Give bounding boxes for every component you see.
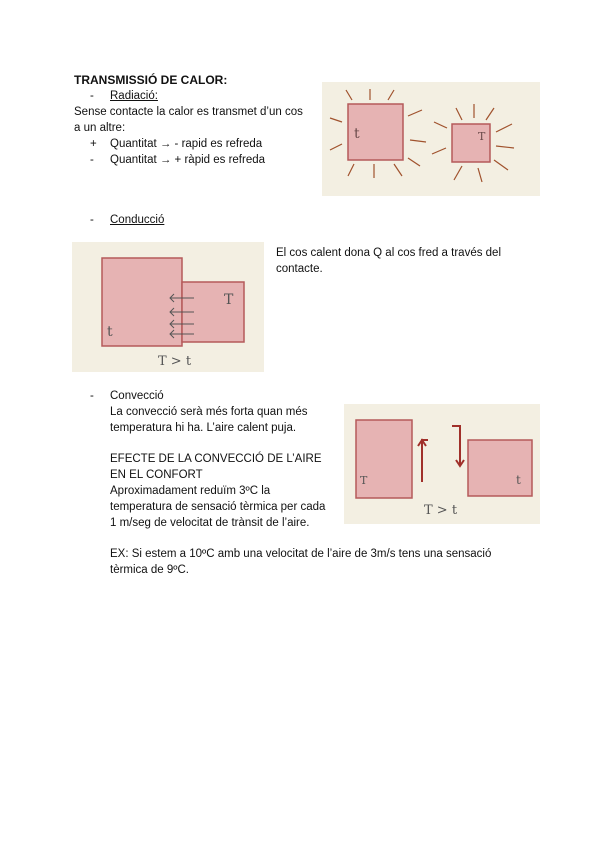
convection-text-2: temperatura hi ha. L’aire calent puja. <box>110 422 297 434</box>
radiation-item-1: Quantitat → - rapid es refreda <box>110 138 263 150</box>
cold-body-box <box>468 440 532 496</box>
effect-title-1: EFECTE DE LA CONVECCIÓ DE L’AIRE <box>110 453 322 465</box>
conduction-label-t: t <box>107 324 113 340</box>
convection-relation: T > t <box>424 503 458 518</box>
radiation-item-2-marker: - <box>90 154 94 166</box>
radiation-text-1: Sense contacte la calor es transmet d’un cos <box>74 106 303 118</box>
convection-label-T: T <box>360 474 368 487</box>
radiation-sketch <box>322 82 540 196</box>
convection-arrows <box>418 426 464 482</box>
radiation-text-2: a un altre: <box>74 122 126 134</box>
conduction-sketch <box>72 242 264 372</box>
convection-text-1: La convecció serà més forta quan més <box>110 406 308 418</box>
radiation-dash: - <box>90 90 94 102</box>
hot-body-box <box>102 258 182 346</box>
example-text-2: tèrmica de 9ºC. <box>110 564 189 576</box>
convection-label-t: t <box>516 473 521 487</box>
effect-text-2: temperatura de sensació tèrmica per cada <box>110 501 326 513</box>
effect-text-3: 1 m/seg de velocitat de trànsit de l’aire. <box>110 517 310 529</box>
radiation-item-1-marker: + <box>90 138 97 150</box>
radiation-item-2: Quantitat → + ràpid es refreda <box>110 154 266 166</box>
conduction-heading: Conducció <box>110 214 165 226</box>
convection-heading: Convecció <box>110 390 164 402</box>
conduction-dash: - <box>90 214 94 226</box>
page-title: TRANSMISSIÓ DE CALOR: <box>74 73 228 87</box>
example-text-1: EX: Si estem a 10ºC amb una velocitat de l’aire de 3m/s tens una sensació <box>110 548 492 560</box>
conduction-text-1: El cos calent dona Q al cos fred a través del <box>276 247 502 259</box>
effect-text-1: Aproximadament reduïm 3ºC la <box>110 485 271 497</box>
radiation-heading: Radiació: <box>110 90 158 102</box>
convection-dash: - <box>90 390 94 402</box>
conduction-label-T: T <box>224 292 234 308</box>
radiation-label-T: T <box>478 130 486 143</box>
conduction-text-2: contacte. <box>276 263 323 275</box>
convection-sketch <box>344 404 540 524</box>
effect-title-2: EN EL CONFORT <box>110 469 203 481</box>
conduction-relation: T > t <box>158 354 192 369</box>
radiation-label-t: t <box>354 126 360 142</box>
